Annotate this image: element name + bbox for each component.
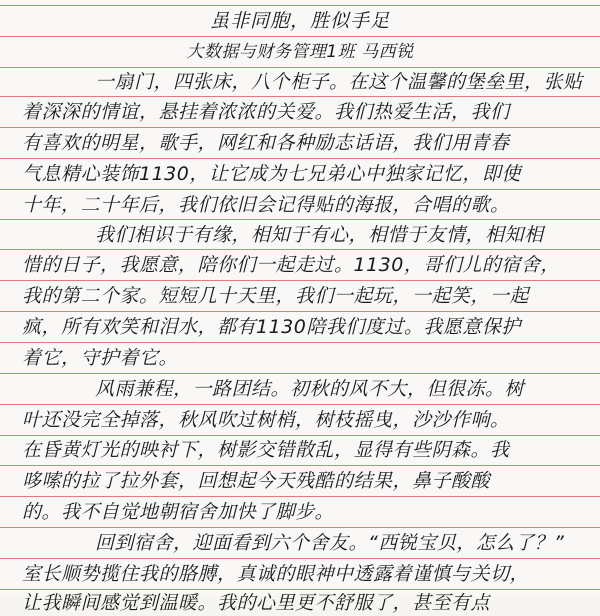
essay-title: 虽非同胞，胜似手足: [209, 10, 390, 32]
essay-line: 在昏黄灯光的映衬下，树影交错散乱，显得有些阴森。我: [22, 439, 510, 461]
essay-line: 回到宿舍，迎面看到六个舍友。“西锐宝贝，怎么了？”: [95, 532, 565, 554]
essay-line: 气息精心装饰1130，让它成为七兄弟心中独家记忆，即使: [22, 163, 521, 185]
ruled-line: [0, 373, 600, 374]
essay-line: 一扇门，四张床，八个柜子。在这个温馨的堡垒里，张贴: [95, 71, 583, 93]
essay-line: 有喜欢的明星，歌手，网红和各种励志话语，我们用青春: [22, 132, 510, 154]
ruled-line: [0, 127, 600, 128]
ruled-line: [0, 219, 600, 220]
essay-line: 我们相识于有缘，相知于有心，相惜于友情，相知相: [95, 224, 544, 246]
essay-line: 着它，守护着它。: [22, 347, 179, 369]
ruled-line: [0, 249, 600, 250]
essay-line: 室长顺势揽住我的胳膊，真诚的眼神中透露着谨慎与关切，: [22, 563, 530, 585]
ruled-line: [0, 158, 600, 159]
ruled-line: [0, 558, 600, 559]
ruled-line: [0, 527, 600, 528]
ruled-line: [0, 435, 600, 436]
essay-line: 哆嗦的拉了拉外套，回想起今天残酷的结果，鼻子酸酸: [22, 470, 491, 492]
essay-line: 疯，所有欢笑和泪水，都有1130陪我们度过。我愿意保护: [22, 316, 521, 338]
ruled-line: [0, 404, 600, 405]
essay-line: 的。我不自觉地朝宿舍加快了脚步。: [22, 501, 335, 523]
ruled-line: [0, 280, 600, 281]
essay-line: 我的第二个家。短短几十天里，我们一起玩，一起笑，一起: [22, 285, 530, 307]
ruled-line: [0, 96, 600, 97]
essay-line: 风雨兼程，一路团结。初秋的风不大，但很冻。树: [95, 378, 525, 400]
essay-line: 叶还没完全掉落，秋风吹过树梢，树枝摇曳，沙沙作响。: [22, 409, 510, 431]
essay-line: 让我瞬间感觉到温暖。我的心里更不舒服了，甚至有点: [22, 592, 491, 614]
essay-line: 惜的日子，我愿意，陪你们一起走过。1130，哥们儿的宿舍，: [22, 254, 560, 276]
essay-author: 大数据与财务管理1班 马西锐: [186, 42, 414, 62]
ruled-line: [0, 67, 600, 68]
ruled-line: [0, 189, 600, 190]
ruled-line: [0, 342, 600, 343]
essay-line: 十年，二十年后，我们依旧会记得贴的海报，合唱的歌。: [22, 194, 510, 216]
ruled-line: [0, 465, 600, 466]
ruled-line: [0, 311, 600, 312]
ruled-line: [0, 36, 600, 37]
ruled-line: [0, 5, 600, 6]
essay-line: 着深深的情谊，悬挂着浓浓的关爱。我们热爱生活，我们: [22, 101, 510, 123]
ruled-line: [0, 496, 600, 497]
